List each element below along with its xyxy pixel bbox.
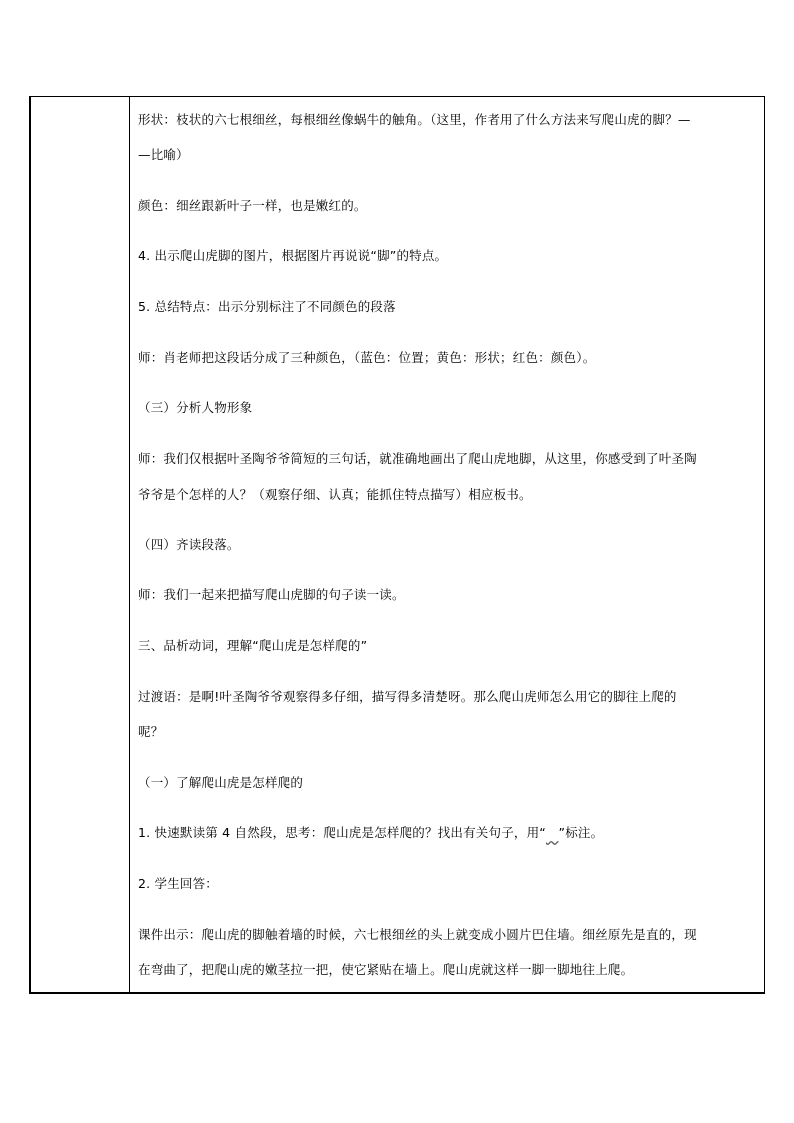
step-4: 4. 出示爬山虎脚的图片，根据图片再说说“脚”的特点。 [138,248,448,263]
courseware-line1: 课件出示：爬山虎的脚触着墙的时候，六七根细丝的头上就变成小圆片巴住墙。细丝原先是直的，现 [138,927,697,942]
paragraph-color: 颜色：细丝跟新叶子一样，也是嫩红的。 [138,198,367,213]
step-1-text: 1. 快速默读第 4 自然段，思考：爬山虎是怎样爬的？找出有关句子，用“ [138,825,546,840]
transition-line2: 呢？ [138,724,164,739]
teacher-colors: 师：肖老师把这段话分成了三种颜色，（蓝色：位置；黄色：形状；红色：颜色）。 [138,350,596,365]
lesson-table [29,96,765,994]
teacher-question-line1: 师：我们仅根据叶圣陶爷爷简短的三句话，就准确地画出了爬山虎地脚，从这里，你感受到了叶圣陶 [138,451,697,466]
step-1 [138,825,603,841]
teacher-read: 师：我们一起来把描写爬山虎脚的句子读一读。 [138,587,405,602]
section-four: （四）齐读段落。 [138,537,240,552]
step-1-text-end: ”标注。 [558,825,604,840]
table-border-bottom [29,992,765,994]
transition-line1: 过渡语：是啊!叶圣陶爷爷观察得多仔细，描写得多清楚呀。那么爬山虎师怎么用它的脚往上爬的 [138,689,677,704]
part-three-heading: 三、品析动词，理解“爬山虎是怎样爬的” [138,638,368,653]
courseware-line2: 在弯曲了，把爬山虎的嫩茎拉一把，使它紧贴在墙上。爬山虎就这样一脚一脚地往上爬。 [138,962,634,977]
paragraph-shape-line2: —比喻） [138,147,189,162]
wavy-underline-mark [546,825,559,840]
paragraph-shape-line1: 形状：枝状的六七根细丝，每根细丝像蜗牛的触角。（这里，作者用了什么方法来写爬山虎的脚？— [138,112,691,127]
section-three: （三）分析人物形象 [138,400,253,415]
teacher-question-line2: 爷爷是个怎样的人？（观察仔细、认真；能抓住特点描写）相应板书。 [138,487,532,502]
table-left-column [30,97,130,993]
sub-section-one: （一）了解爬山虎是怎样爬的 [138,775,304,790]
step-5: 5. 总结特点：出示分别标注了不同颜色的段落 [138,299,396,314]
step-2: 2. 学生回答： [138,876,218,891]
